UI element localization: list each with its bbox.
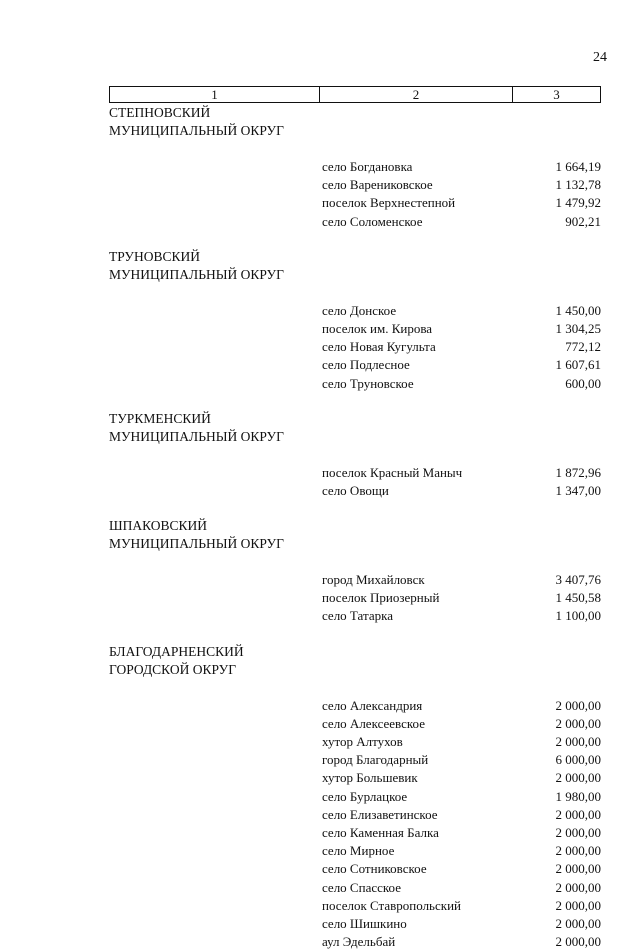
amount-value: 1 304,25 (555, 320, 601, 336)
empty-cell (109, 879, 322, 897)
table-body (109, 104, 601, 951)
settlement-name: село Спасское (322, 879, 401, 895)
table-row (109, 697, 601, 715)
empty-cell (109, 788, 322, 806)
district-name (109, 643, 319, 679)
settlement-name: село Новая Кугульта (322, 339, 436, 355)
table-row (109, 571, 601, 589)
settlement-name: село Сотниковское (322, 861, 427, 877)
amount-value: 3 407,76 (555, 572, 601, 588)
table-row (109, 320, 601, 338)
amount-value: 2 000,00 (555, 915, 601, 931)
table-row (109, 482, 601, 500)
table-row (109, 879, 601, 897)
amount-value: 2 000,00 (555, 934, 601, 950)
settlement-name: аул Эдельбай (322, 934, 396, 950)
district-name-line: ШПАКОВСКИЙ (109, 518, 208, 534)
settlement-name: село Шишкино (322, 915, 407, 931)
settlement-list (109, 464, 601, 500)
settlement-name: хутор Большевик (322, 770, 418, 786)
table-row (109, 589, 601, 607)
table-header-cell: 2 (320, 87, 513, 102)
amount-value: 2 000,00 (555, 697, 601, 713)
district-section (109, 410, 601, 500)
district-name-line: ТУРКМЕНСКИЙ (109, 410, 211, 426)
empty-cell (109, 213, 322, 231)
settlement-name: поселок Приозерный (322, 590, 440, 606)
amount-value: 1 980,00 (555, 788, 601, 804)
empty-cell (109, 751, 322, 769)
table-row (109, 715, 601, 733)
settlement-name: село Соломенское (322, 213, 423, 229)
settlement-name: село Труновское (322, 375, 414, 391)
empty-cell (109, 482, 322, 500)
amount-value: 600,00 (565, 375, 601, 391)
settlement-list (109, 571, 601, 626)
amount-value: 2 000,00 (555, 734, 601, 749)
district-name (109, 410, 319, 446)
amount-value: 772,12 (565, 339, 601, 355)
table-row (109, 733, 601, 751)
empty-cell (109, 589, 322, 607)
amount-value: 2 000,00 (555, 715, 601, 731)
table-row (109, 176, 601, 194)
settlement-name: село Бурлацкое (322, 788, 408, 804)
district-name-line: МУНИЦИПАЛЬНЫЙ ОКРУГ (109, 428, 284, 444)
amount-value: 2 000,00 (555, 879, 601, 895)
table-row (109, 806, 601, 824)
empty-cell (109, 571, 322, 589)
table-header-cell: 1 (110, 87, 320, 102)
amount-value: 1 479,92 (555, 195, 601, 211)
amount-value: 6 000,00 (555, 752, 601, 768)
settlement-list (109, 158, 601, 231)
empty-cell (109, 769, 322, 787)
district-name-line: МУНИЦИПАЛЬНЫЙ ОКРУГ (109, 123, 284, 138)
amount-value: 902,21 (565, 213, 601, 229)
amount-value: 1 664,19 (555, 159, 601, 174)
table-row (109, 751, 601, 769)
district-name (109, 104, 319, 140)
district-name-line: МУНИЦИПАЛЬНЫЙ ОКРУГ (109, 536, 284, 552)
table-row (109, 213, 601, 231)
table-row (109, 860, 601, 878)
table-header-cell: 3 (553, 87, 560, 102)
amount-value: 1 607,61 (555, 357, 601, 373)
empty-cell (109, 697, 322, 715)
amount-value: 1 132,78 (555, 177, 601, 193)
district-name-line: БЛАГОДАРНЕНСКИЙ (109, 643, 244, 659)
table-row (109, 356, 601, 374)
table-row (109, 915, 601, 933)
table-row (109, 788, 601, 806)
settlement-name: поселок Ставропольский (322, 897, 461, 913)
district-section (109, 248, 601, 393)
table-row (109, 158, 601, 176)
settlement-name: хутор Алтухов (322, 734, 403, 749)
settlement-name: село Донское (322, 302, 397, 318)
amount-value: 2 000,00 (555, 897, 601, 913)
settlement-name: город Михайловск (322, 572, 425, 588)
page-number: 24 (593, 50, 607, 65)
empty-cell (109, 158, 322, 176)
district-section (109, 643, 601, 951)
district-name-line: ГОРОДСКОЙ ОКРУГ (109, 661, 237, 677)
district-name-line: ТРУНОВСКИЙ (109, 248, 200, 264)
settlement-name: село Варениковское (322, 177, 433, 193)
settlement-name: село Татарка (322, 608, 393, 624)
empty-cell (109, 860, 322, 878)
table-row (109, 338, 601, 356)
table-row (109, 194, 601, 212)
table-row (109, 607, 601, 625)
empty-cell (109, 915, 322, 933)
amount-value: 1 347,00 (555, 482, 601, 498)
settlement-name: поселок Красный Маныч (322, 464, 463, 480)
amount-value: 2 000,00 (555, 824, 601, 840)
table-row (109, 897, 601, 915)
empty-cell (109, 733, 322, 751)
district-name-line: МУНИЦИПАЛЬНЫЙ ОКРУГ (109, 266, 284, 282)
empty-cell (109, 338, 322, 356)
settlement-name: село Александрия (322, 697, 423, 713)
settlement-name: село Каменная Балка (322, 824, 439, 840)
amount-value: 1 450,00 (555, 302, 601, 318)
settlement-name: поселок Верхнестепной (322, 195, 456, 211)
empty-cell (109, 842, 322, 860)
amount-value: 2 000,00 (555, 770, 601, 786)
amount-value: 1 872,96 (555, 464, 601, 480)
empty-cell (109, 320, 322, 338)
table-row (109, 375, 601, 393)
settlement-name: село Богдановка (322, 159, 413, 174)
table-row (109, 842, 601, 860)
settlement-name: село Алексеевское (322, 715, 425, 731)
empty-cell (109, 356, 322, 374)
settlement-name: поселок им. Кирова (322, 320, 433, 336)
empty-cell (109, 806, 322, 824)
amount-value: 1 450,58 (555, 590, 601, 606)
empty-cell (109, 824, 322, 842)
empty-cell (109, 897, 322, 915)
district-name (109, 517, 319, 553)
table-row (109, 933, 601, 951)
district-section (109, 517, 601, 626)
amount-value: 2 000,00 (555, 843, 601, 859)
district-name (109, 248, 319, 284)
amount-value: 1 100,00 (555, 608, 601, 624)
table-row (109, 464, 601, 482)
empty-cell (109, 464, 322, 482)
district-section (109, 104, 601, 231)
settlement-name: село Овощи (322, 482, 389, 498)
amount-value: 2 000,00 (555, 806, 601, 822)
empty-cell (109, 375, 322, 393)
empty-cell (109, 933, 322, 951)
amount-value: 2 000,00 (555, 861, 601, 877)
settlement-name: город Благодарный (322, 752, 429, 768)
table-row (109, 769, 601, 787)
settlement-name: село Мирное (322, 843, 395, 859)
district-name-line: СТЕПНОВСКИЙ (109, 105, 211, 120)
settlement-list (109, 302, 601, 393)
table-row (109, 302, 601, 320)
table-row (109, 824, 601, 842)
settlement-name: село Елизаветинское (322, 806, 438, 822)
settlement-list (109, 697, 601, 951)
table-header-row (109, 86, 601, 103)
empty-cell (109, 715, 322, 733)
empty-cell (109, 302, 322, 320)
settlement-name: село Подлесное (322, 357, 410, 373)
empty-cell (109, 194, 322, 212)
empty-cell (109, 607, 322, 625)
empty-cell (109, 176, 322, 194)
